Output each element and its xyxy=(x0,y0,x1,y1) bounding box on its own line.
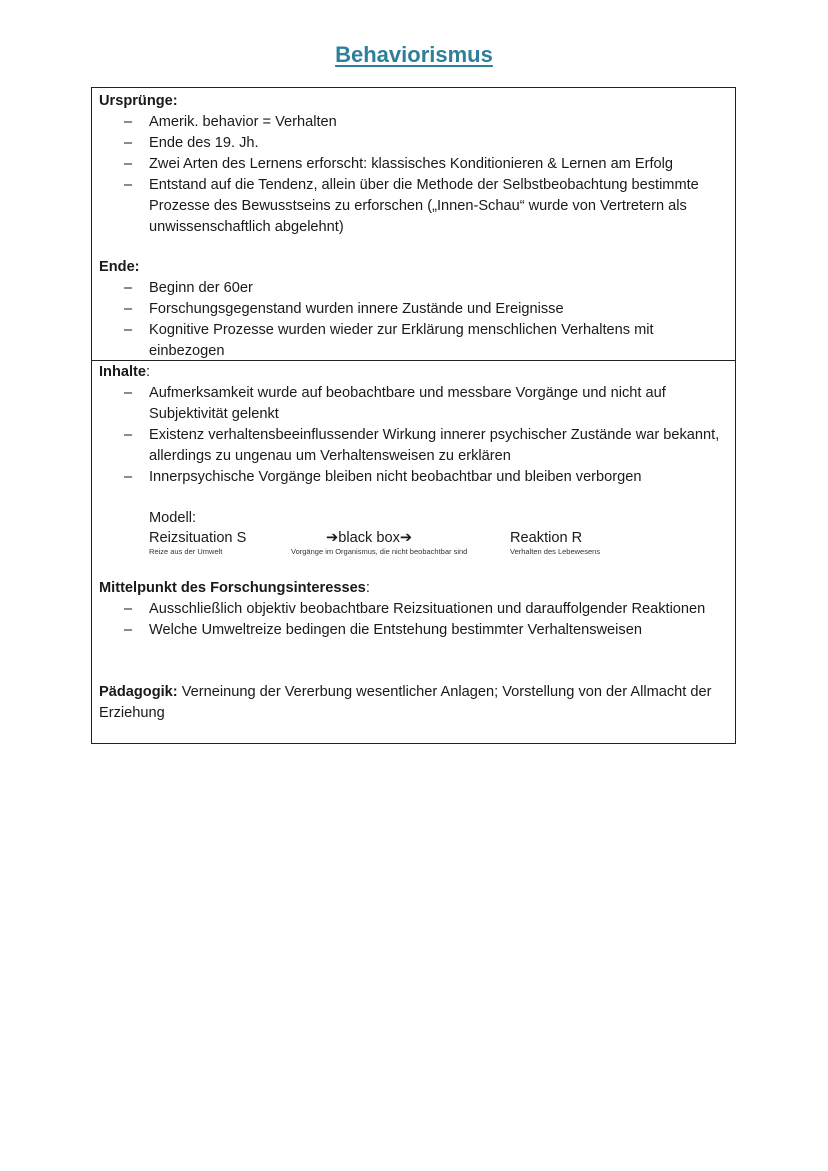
list-item: – Ende des 19. Jh. xyxy=(92,133,729,154)
heading-ende: Ende: xyxy=(99,259,140,275)
page-title: Behaviorismus xyxy=(335,42,493,67)
model-stimulus: Reizsituation S xyxy=(149,530,247,546)
model-blackbox-note: Vorgänge im Organismus, die nicht beobachtbar sind xyxy=(291,547,468,556)
list-item: – Amerik. behavior = Verhalten xyxy=(92,112,729,133)
heading-inhalte: Inhalte: xyxy=(99,364,151,380)
heading-urspruenge: Ursprünge: xyxy=(99,93,178,109)
model-label: Modell: xyxy=(149,510,197,526)
list-item: – Beginn der 60er xyxy=(92,278,729,299)
list-item: – Welche Umweltreize bedingen die Entstehung bestimmter Verhaltensweisen xyxy=(92,620,729,641)
list-mittelpunkt xyxy=(92,599,729,641)
model-reaction: Reaktion R xyxy=(510,530,583,546)
heading-mittelpunkt: Mittelpunkt des Forschungsinteresses: xyxy=(99,580,370,596)
model-blackbox: ➔black box➔ xyxy=(326,530,413,546)
section-box-history xyxy=(91,87,736,361)
list-item: – Aufmerksamkeit wurde auf beobachtbare und messbare Vorgänge und nicht auf Subjektivität gelenkt xyxy=(92,383,729,425)
list-item: – Forschungsgegenstand wurden innere Zustände und Ereignisse xyxy=(92,299,729,320)
list-item: – Kognitive Prozesse wurden wieder zur Erklärung menschlichen Verhaltens mit einbezogen xyxy=(92,320,729,362)
model-stimulus-note: Reize aus der Umwelt xyxy=(149,547,223,556)
list-urspruenge xyxy=(92,112,729,238)
list-ende xyxy=(92,278,729,362)
list-item: – Zwei Arten des Lernens erforscht: klassisches Konditionieren & Lernen am Erfolg xyxy=(92,154,729,175)
list-item: – Ausschließlich objektiv beobachtbare Reizsituationen und darauffolgender Reaktionen xyxy=(92,599,729,620)
list-item: – Innerpsychische Vorgänge bleiben nicht beobachtbar und bleiben verborgen xyxy=(92,467,729,488)
section-box-content xyxy=(91,360,736,744)
list-item: – Entstand auf die Tendenz, allein über die Methode der Selbstbeobachtung bestimmte Prozesse des Bewusstseins zu erforschen („Innen-Schau“ wurde von Vertretern als unwissenschaftlich abgelehnt) xyxy=(92,175,729,238)
paedagogik-text: Verneinung der Vererbung wesentlicher Anlagen; Vorstellung von der Allmacht der Erziehung xyxy=(99,684,712,721)
list-inhalte xyxy=(92,383,729,488)
paedagogik-paragraph xyxy=(99,682,729,724)
list-item: – Existenz verhaltensbeeinflussender Wirkung innerer psychischer Zustände war bekannt, allerdings zu ungenau um Verhaltensweisen zu erklären xyxy=(92,425,729,467)
heading-paedagogik: Pädagogik: xyxy=(99,684,178,700)
model-reaction-note: Verhalten des Lebewesens xyxy=(510,547,601,556)
